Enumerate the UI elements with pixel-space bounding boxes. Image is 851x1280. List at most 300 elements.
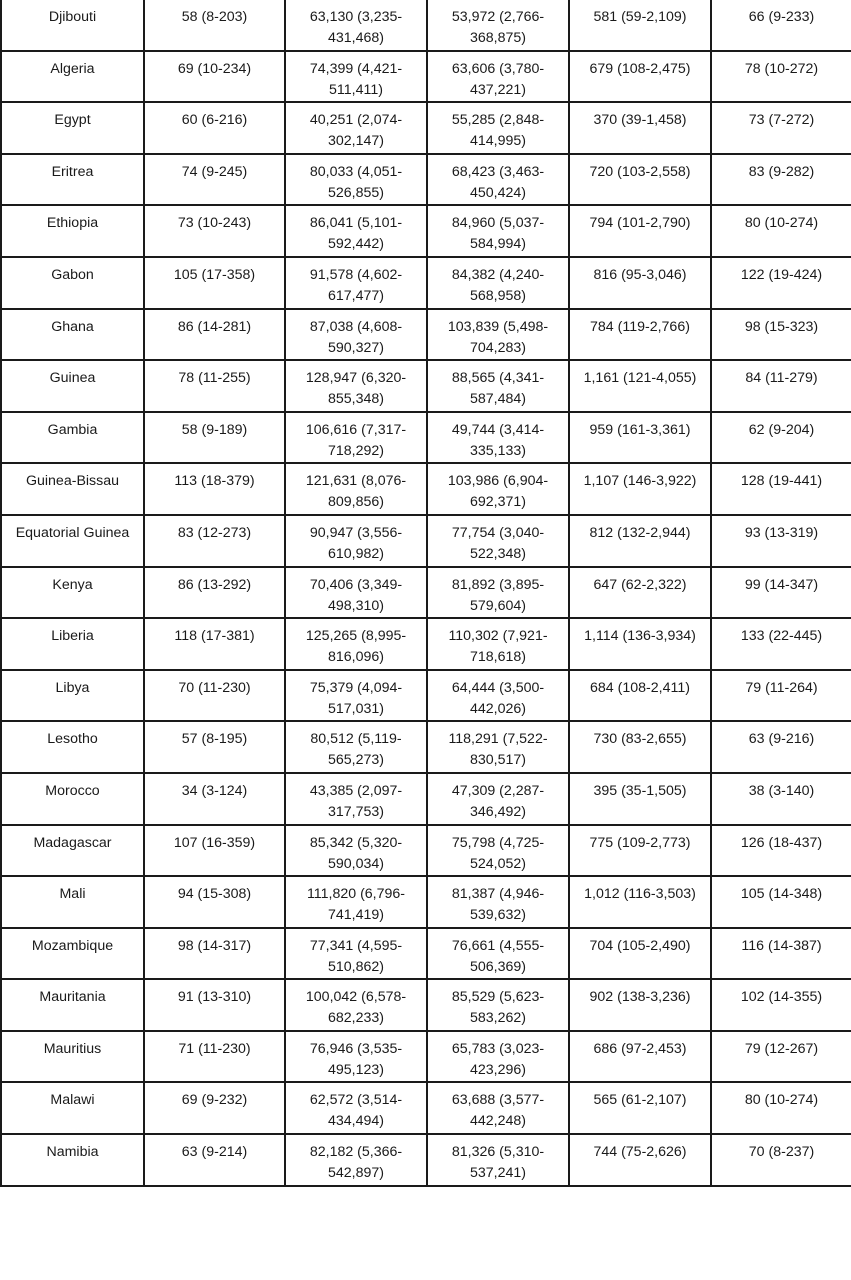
country-cell	[1, 309, 144, 361]
table-row	[1, 928, 851, 980]
value-cell-5	[711, 979, 851, 1031]
cell-text: 122 (19-424)	[740, 266, 823, 283]
value-cell-4	[569, 876, 711, 928]
cell-text: 744 (75-2,626)	[593, 1144, 687, 1161]
cell-text: 730 (83-2,655)	[593, 731, 687, 748]
value-cell-2	[285, 1134, 427, 1186]
cell-text: Malawi	[50, 1092, 95, 1109]
value-cell-3	[427, 51, 569, 103]
country-cell	[1, 567, 144, 619]
cell-text: 647 (62-2,322)	[593, 576, 687, 593]
cell-text: 76,661 (4,555-506,369)	[451, 937, 545, 975]
country-cell	[1, 102, 144, 154]
cell-text: 91 (13-310)	[177, 989, 252, 1006]
cell-text: Eritrea	[51, 163, 94, 180]
cell-text: 80,512 (5,119-565,273)	[310, 731, 402, 769]
country-cell	[1, 463, 144, 515]
table-row	[1, 412, 851, 464]
cell-text: 77,754 (3,040-522,348)	[451, 524, 545, 562]
value-cell-4	[569, 515, 711, 567]
cell-text: 43,385 (2,097-317,753)	[309, 782, 403, 820]
cell-text: 128,947 (6,320-855,348)	[305, 370, 407, 408]
value-cell-1	[144, 0, 285, 51]
country-cell	[1, 928, 144, 980]
value-cell-2	[285, 463, 427, 515]
country-cell	[1, 360, 144, 412]
value-cell-5	[711, 257, 851, 309]
cell-text: 83 (9-282)	[748, 163, 815, 180]
cell-text: 113 (18-379)	[174, 473, 255, 490]
table-body	[1, 0, 851, 1186]
cell-text: 69 (10-234)	[177, 60, 252, 77]
cell-text: 100,042 (6,578-682,233)	[305, 989, 407, 1027]
cell-text: 370 (39-1,458)	[593, 112, 687, 129]
value-cell-3	[427, 618, 569, 670]
value-cell-4	[569, 567, 711, 619]
value-cell-5	[711, 360, 851, 412]
country-cell	[1, 825, 144, 877]
country-cell	[1, 1134, 144, 1186]
table-row	[1, 205, 851, 257]
value-cell-3	[427, 1031, 569, 1083]
table-row	[1, 1031, 851, 1083]
cell-text: 80 (10-274)	[744, 1092, 819, 1109]
value-cell-2	[285, 979, 427, 1031]
cell-text: 565 (61-2,107)	[593, 1092, 687, 1109]
value-cell-5	[711, 928, 851, 980]
value-cell-2	[285, 876, 427, 928]
cell-text: Gabon	[51, 266, 94, 283]
cell-text: 106,616 (7,317-718,292)	[305, 421, 407, 459]
country-cell	[1, 1082, 144, 1134]
value-cell-3	[427, 309, 569, 361]
cell-text: Ethiopia	[46, 215, 99, 232]
value-cell-4	[569, 1134, 711, 1186]
value-cell-2	[285, 670, 427, 722]
table-row	[1, 1134, 851, 1186]
cell-text: 118 (17-381)	[174, 628, 255, 645]
value-cell-5	[711, 1082, 851, 1134]
value-cell-4	[569, 721, 711, 773]
country-cell	[1, 618, 144, 670]
value-cell-1	[144, 876, 285, 928]
table-row	[1, 0, 851, 51]
value-cell-5	[711, 463, 851, 515]
cell-text: 679 (108-2,475)	[589, 60, 691, 77]
value-cell-5	[711, 51, 851, 103]
table-row	[1, 670, 851, 722]
value-cell-5	[711, 102, 851, 154]
cell-text: 816 (95-3,046)	[593, 266, 687, 283]
cell-text: 68,423 (3,463-450,424)	[451, 163, 545, 201]
cell-text: Lesotho	[47, 731, 98, 748]
cell-text: 74,399 (4,421-511,411)	[309, 60, 403, 98]
cell-text: 118,291 (7,522-830,517)	[448, 731, 548, 769]
value-cell-5	[711, 773, 851, 825]
value-cell-1	[144, 205, 285, 257]
country-cell	[1, 51, 144, 103]
value-cell-4	[569, 154, 711, 206]
cell-text: 85,342 (5,320-590,034)	[309, 834, 403, 872]
value-cell-2	[285, 309, 427, 361]
cell-text: 69 (9-232)	[181, 1092, 248, 1109]
cell-text: 81,892 (3,895-579,604)	[451, 576, 545, 614]
country-cell	[1, 257, 144, 309]
value-cell-1	[144, 1031, 285, 1083]
country-cell	[1, 876, 144, 928]
value-cell-1	[144, 51, 285, 103]
value-cell-3	[427, 567, 569, 619]
cell-text: 81,326 (5,310-537,241)	[451, 1144, 545, 1182]
cell-text: 959 (161-3,361)	[589, 421, 691, 438]
value-cell-3	[427, 205, 569, 257]
cell-text: 720 (103-2,558)	[589, 163, 691, 180]
value-cell-2	[285, 928, 427, 980]
value-cell-4	[569, 1082, 711, 1134]
cell-text: 71 (11-230)	[178, 1040, 251, 1057]
cell-text: 133 (22-445)	[740, 628, 823, 645]
cell-text: 86 (14-281)	[177, 318, 252, 335]
cell-text: Algeria	[50, 60, 95, 77]
cell-text: 62 (9-204)	[748, 421, 815, 438]
value-cell-5	[711, 515, 851, 567]
cell-text: 62,572 (3,514-434,494)	[309, 1092, 403, 1130]
cell-text: 84 (11-279)	[745, 370, 818, 387]
value-cell-4	[569, 670, 711, 722]
value-cell-1	[144, 979, 285, 1031]
cell-text: Mozambique	[31, 937, 114, 954]
cell-text: 86,041 (5,101-592,442)	[309, 215, 403, 253]
country-cell	[1, 1031, 144, 1083]
cell-text: 87,038 (4,608-590,327)	[309, 318, 403, 356]
table-row	[1, 463, 851, 515]
value-cell-1	[144, 773, 285, 825]
cell-text: 70,406 (3,349-498,310)	[309, 576, 403, 614]
table-row	[1, 618, 851, 670]
country-cell	[1, 979, 144, 1031]
cell-text: 105 (14-348)	[740, 886, 823, 903]
cell-text: 107 (16-359)	[173, 834, 256, 851]
value-cell-2	[285, 154, 427, 206]
cell-text: Guinea	[49, 370, 96, 387]
cell-text: 85,529 (5,623-583,262)	[451, 989, 545, 1027]
value-cell-1	[144, 463, 285, 515]
table-row	[1, 567, 851, 619]
value-cell-4	[569, 0, 711, 51]
value-cell-2	[285, 618, 427, 670]
value-cell-1	[144, 102, 285, 154]
cell-text: 55,285 (2,848-414,995)	[451, 112, 545, 150]
cell-text: 74 (9-245)	[181, 163, 248, 180]
cell-text: 64,444 (3,500-442,026)	[451, 679, 545, 717]
cell-text: 111,820 (6,796-741,419)	[306, 886, 406, 924]
value-cell-4	[569, 412, 711, 464]
value-cell-4	[569, 928, 711, 980]
cell-text: 98 (14-317)	[177, 937, 252, 954]
table-row	[1, 154, 851, 206]
value-cell-2	[285, 257, 427, 309]
cell-text: 84,960 (5,037-584,994)	[451, 215, 545, 253]
value-cell-1	[144, 1134, 285, 1186]
value-cell-4	[569, 1031, 711, 1083]
cell-text: Mauritius	[43, 1040, 102, 1057]
cell-text: 73 (10-243)	[177, 215, 252, 232]
cell-text: 94 (15-308)	[177, 886, 252, 903]
cell-text: 63 (9-214)	[181, 1144, 248, 1161]
cell-text: Egypt	[54, 112, 91, 129]
value-cell-1	[144, 567, 285, 619]
cell-text: 83 (12-273)	[177, 524, 252, 541]
cell-text: Kenya	[52, 576, 93, 593]
value-cell-1	[144, 825, 285, 877]
value-cell-5	[711, 825, 851, 877]
value-cell-4	[569, 618, 711, 670]
cell-text: 53,972 (2,766-368,875)	[451, 9, 545, 46]
cell-text: 1,161 (121-4,055)	[583, 370, 697, 387]
value-cell-1	[144, 257, 285, 309]
cell-text: 84,382 (4,240-568,958)	[451, 266, 545, 304]
cell-text: 81,387 (4,946-539,632)	[451, 886, 545, 924]
value-cell-3	[427, 515, 569, 567]
cell-text: 80 (10-274)	[744, 215, 819, 232]
value-cell-3	[427, 1082, 569, 1134]
value-cell-5	[711, 670, 851, 722]
table-row	[1, 360, 851, 412]
cell-text: 105 (17-358)	[173, 266, 256, 283]
cell-text: 581 (59-2,109)	[593, 9, 687, 25]
cell-text: Mauritania	[39, 989, 106, 1006]
cell-text: 686 (97-2,453)	[593, 1040, 687, 1057]
country-cell	[1, 515, 144, 567]
cell-text: Guinea-Bissau	[25, 473, 120, 490]
cell-text: 75,798 (4,725-524,052)	[451, 834, 545, 872]
cell-text: 77,341 (4,595-510,862)	[309, 937, 403, 975]
table-row	[1, 876, 851, 928]
value-cell-3	[427, 773, 569, 825]
cell-text: Morocco	[45, 782, 100, 799]
value-cell-2	[285, 0, 427, 51]
cell-text: 102 (14-355)	[740, 989, 823, 1006]
cell-text: 704 (105-2,490)	[589, 937, 691, 954]
value-cell-3	[427, 0, 569, 51]
country-cell	[1, 670, 144, 722]
table-row	[1, 773, 851, 825]
cell-text: 1,107 (146-3,922)	[583, 473, 697, 490]
table-row	[1, 102, 851, 154]
value-cell-1	[144, 618, 285, 670]
cell-text: 63,130 (3,235-431,468)	[309, 9, 403, 46]
value-cell-2	[285, 515, 427, 567]
cell-text: 93 (13-319)	[744, 524, 819, 541]
value-cell-1	[144, 154, 285, 206]
cell-text: 91,578 (4,602-617,477)	[309, 266, 403, 304]
table-row	[1, 979, 851, 1031]
value-cell-4	[569, 825, 711, 877]
country-cell	[1, 412, 144, 464]
cell-text: 128 (19-441)	[740, 473, 823, 490]
cell-text: 78 (11-255)	[178, 370, 251, 387]
value-cell-3	[427, 979, 569, 1031]
country-cell	[1, 721, 144, 773]
cell-text: 79 (12-267)	[744, 1040, 819, 1057]
cell-text: 38 (3-140)	[748, 782, 815, 799]
value-cell-3	[427, 412, 569, 464]
cell-text: 88,565 (4,341-587,484)	[451, 370, 545, 408]
value-cell-3	[427, 360, 569, 412]
value-cell-3	[427, 876, 569, 928]
cell-text: 99 (14-347)	[744, 576, 819, 593]
value-cell-2	[285, 360, 427, 412]
value-cell-2	[285, 825, 427, 877]
cell-text: 70 (8-237)	[748, 1144, 815, 1161]
cell-text: 73 (7-272)	[748, 112, 815, 129]
country-cell	[1, 154, 144, 206]
value-cell-1	[144, 515, 285, 567]
value-cell-2	[285, 205, 427, 257]
table-row	[1, 309, 851, 361]
cell-text: 78 (10-272)	[744, 60, 819, 77]
cell-text: 80,033 (4,051-526,855)	[309, 163, 403, 201]
cell-text: 57 (8-195)	[181, 731, 248, 748]
value-cell-5	[711, 412, 851, 464]
value-cell-5	[711, 618, 851, 670]
cell-text: 1,012 (116-3,503)	[584, 886, 696, 903]
value-cell-1	[144, 360, 285, 412]
cell-text: Djibouti	[48, 9, 97, 25]
value-cell-1	[144, 412, 285, 464]
value-cell-4	[569, 463, 711, 515]
value-cell-5	[711, 721, 851, 773]
cell-text: 794 (101-2,790)	[589, 215, 691, 232]
cell-text: 1,114 (136-3,934)	[584, 628, 696, 645]
cell-text: Namibia	[46, 1144, 99, 1161]
cell-text: 76,946 (3,535-495,123)	[309, 1040, 403, 1078]
cell-text: 116 (14-387)	[741, 937, 822, 954]
cell-text: 58 (8-203)	[181, 9, 248, 25]
cell-text: Liberia	[51, 628, 94, 645]
cell-text: 103,839 (5,498-704,283)	[447, 318, 549, 356]
cell-text: 65,783 (3,023-423,296)	[451, 1040, 545, 1078]
cell-text: 90,947 (3,556-610,982)	[309, 524, 403, 562]
value-cell-3	[427, 463, 569, 515]
value-cell-2	[285, 51, 427, 103]
value-cell-3	[427, 154, 569, 206]
value-cell-2	[285, 1031, 427, 1083]
country-cell	[1, 773, 144, 825]
value-cell-2	[285, 412, 427, 464]
cell-text: 86 (13-292)	[177, 576, 252, 593]
table-row	[1, 515, 851, 567]
value-cell-1	[144, 721, 285, 773]
value-cell-4	[569, 979, 711, 1031]
value-cell-3	[427, 257, 569, 309]
cell-text: 66 (9-233)	[748, 9, 815, 25]
cell-text: Ghana	[51, 318, 94, 335]
value-cell-4	[569, 773, 711, 825]
country-cell	[1, 0, 144, 51]
value-cell-3	[427, 721, 569, 773]
cell-text: 34 (3-124)	[181, 782, 248, 799]
cell-text: 70 (11-230)	[178, 679, 251, 696]
value-cell-5	[711, 1031, 851, 1083]
value-cell-1	[144, 928, 285, 980]
cell-text: 103,986 (6,904-692,371)	[447, 473, 549, 511]
cell-text: 110,302 (7,921-718,618)	[448, 628, 548, 666]
value-cell-3	[427, 928, 569, 980]
cell-text: Gambia	[47, 421, 98, 438]
value-cell-4	[569, 309, 711, 361]
cell-text: Equatorial Guinea	[15, 524, 130, 541]
value-cell-2	[285, 773, 427, 825]
cell-text: 75,379 (4,094-517,031)	[309, 679, 403, 717]
cell-text: 79 (11-264)	[745, 679, 818, 696]
cell-text: 126 (18-437)	[740, 834, 823, 851]
value-cell-2	[285, 567, 427, 619]
cell-text: Madagascar	[33, 834, 112, 851]
value-cell-5	[711, 205, 851, 257]
cell-text: 63,688 (3,577-442,248)	[451, 1092, 545, 1130]
value-cell-3	[427, 102, 569, 154]
value-cell-5	[711, 1134, 851, 1186]
value-cell-3	[427, 825, 569, 877]
cell-text: 902 (138-3,236)	[589, 989, 691, 1006]
value-cell-5	[711, 0, 851, 51]
cell-text: 784 (119-2,766)	[590, 318, 690, 335]
cell-text: 63 (9-216)	[748, 731, 815, 748]
cell-text: 684 (108-2,411)	[590, 679, 690, 696]
table-row	[1, 1082, 851, 1134]
cell-text: 812 (132-2,944)	[589, 524, 691, 541]
cell-text: 121,631 (8,076-809,856)	[305, 473, 407, 511]
cell-text: 49,744 (3,414-335,133)	[451, 421, 545, 459]
value-cell-1	[144, 1082, 285, 1134]
value-cell-5	[711, 309, 851, 361]
value-cell-4	[569, 51, 711, 103]
cell-text: 47,309 (2,287-346,492)	[451, 782, 545, 820]
value-cell-3	[427, 670, 569, 722]
value-cell-5	[711, 567, 851, 619]
value-cell-2	[285, 721, 427, 773]
country-cell	[1, 205, 144, 257]
value-cell-2	[285, 1082, 427, 1134]
table-row	[1, 721, 851, 773]
cell-text: 63,606 (3,780-437,221)	[451, 60, 545, 98]
value-cell-1	[144, 309, 285, 361]
value-cell-4	[569, 360, 711, 412]
cell-text: Mali	[59, 886, 86, 903]
value-cell-5	[711, 154, 851, 206]
value-cell-4	[569, 257, 711, 309]
cell-text: 775 (109-2,773)	[589, 834, 691, 851]
cell-text: 395 (35-1,505)	[593, 782, 687, 799]
value-cell-2	[285, 102, 427, 154]
table-row	[1, 825, 851, 877]
table-row	[1, 257, 851, 309]
value-cell-5	[711, 876, 851, 928]
value-cell-4	[569, 102, 711, 154]
cell-text: 125,265 (8,995-816,096)	[305, 628, 407, 666]
value-cell-3	[427, 1134, 569, 1186]
cell-text: 60 (6-216)	[181, 112, 248, 129]
cell-text: 82,182 (5,366-542,897)	[309, 1144, 403, 1182]
value-cell-4	[569, 205, 711, 257]
cell-text: Libya	[55, 679, 90, 696]
table-row	[1, 51, 851, 103]
cell-text: 40,251 (2,074-302,147)	[309, 112, 403, 150]
value-cell-1	[144, 670, 285, 722]
cell-text: 98 (15-323)	[744, 318, 819, 335]
cell-text: 58 (9-189)	[181, 421, 248, 438]
